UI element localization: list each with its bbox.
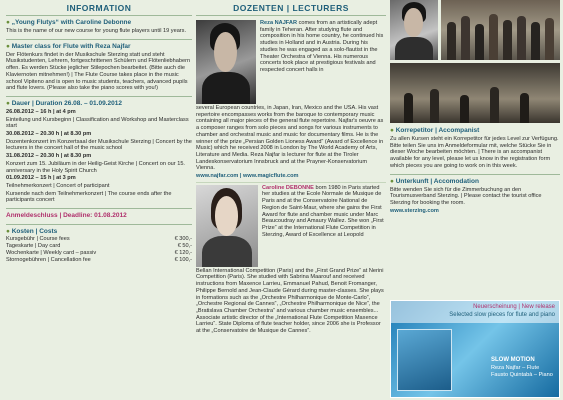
cost-row: [6, 250, 192, 257]
cd-artist: Fausto Quintabà – Piano: [491, 372, 553, 378]
cd-band: [391, 301, 559, 323]
photo-figure: [520, 93, 529, 123]
accommodation-text: Bitte wenden Sie sich für die Zimmerbuchung an den Tourismusverband Sterzing. | Please contact the tourist office Sterzing for booking the room.: [390, 186, 542, 206]
cd-selection: Selected slow pieces for flute and piano: [449, 312, 555, 318]
cost-row: [6, 243, 192, 250]
photo-figure: [461, 16, 470, 60]
date-3: 31.08.2012 – 20.30 h | at 8.30 pm: [6, 153, 92, 160]
photo-face: [215, 196, 239, 235]
reza-name: Reza NAJFAR: [260, 20, 297, 26]
photo-figure: [531, 22, 540, 60]
master-class-text: Der Flötenkurs findet in der Musikschule Sterzing statt und steht Musikstudenten, Lehrern, fortgeschrittenen Schülern und Flötenliebhabern offen. Es werden Stücke jeglicher Stilepochen bearbeitet. (Bitte auch die Klaviernoten mitnehmen!) | The Flute Course takes place in the music school Vipiteno and is open to music students, teachers, advanced pupils and flute lovers. (Please also take the piano scores with you!): [6, 51, 191, 92]
bullet-icon: ●: [6, 99, 12, 107]
bullet-icon: ●: [390, 177, 396, 185]
divider: [6, 208, 192, 209]
cd-release-banner[interactable]: [390, 300, 560, 398]
photo-row: [390, 0, 560, 60]
date-2-text: Dozentenkonzert im Konzertsaal der Musikschule Sterzing | Concert by the lecturers in the concert hall of the music school: [6, 138, 192, 152]
cost-value: € 100,-: [174, 257, 192, 264]
reza-block: [196, 20, 386, 104]
accommodation-title: Unterkunft | Accomodation: [395, 177, 479, 185]
accompanist-title: Korrepetitor | Accompanist: [395, 127, 480, 134]
reza-photo: [196, 20, 256, 104]
concert-photo: [390, 63, 560, 123]
photo-figure: [503, 20, 512, 60]
cost-value: € 50,-: [177, 243, 192, 250]
cost-label: Wochenkarte | Weekly card – passiv: [6, 250, 97, 257]
photo-figure: [447, 22, 456, 60]
cd-cover-image: [397, 329, 452, 391]
divider: [196, 182, 386, 183]
costs-heading: [6, 228, 192, 236]
divider: [6, 39, 192, 40]
lecturers-title: DOZENTEN | LECTURERS: [196, 0, 386, 16]
photo-figure: [517, 16, 526, 60]
cd-new-release: Neuerscheinung | New release: [473, 304, 555, 310]
divider: [6, 96, 192, 97]
photo-face: [214, 32, 237, 72]
date-1: 26.08.2012 – 16 h | at 4 pm: [6, 108, 76, 115]
photo-figure: [430, 89, 439, 123]
caroline-intro-text: born 1980 in Paris started her studies at the Ecole Normale de Musique de Paris and at the Conservatoire National de Region de Saint-Maur, where she gains the First Award for flute and chamber music under Marc Beaucoudray and Amaury Wallez. She won „First Prize“ at the International Flute Competition in Sterzing, Award of Excellence at Leopold: [262, 184, 384, 238]
side-column: [390, 0, 560, 400]
cd-artist: Reza Najfar – Flute: [491, 365, 540, 371]
cost-row: [6, 257, 192, 264]
caroline-block: [196, 185, 386, 267]
reza-intro-text: comes from an artistically adept family in Teheran. After studying flute and composition in his home country, he continued his studies in Holland and in Austria. During his studies he was engaged as a solo-flautist in the Theater Orchestra of Vienna. His numerous concerts took place at prestigious festivals and respected concert halls in: [260, 20, 384, 73]
photo-face: [404, 8, 422, 37]
accompanist-heading: [390, 127, 560, 135]
lecturers-column: [196, 0, 386, 400]
date-1-text: Einteilung und Kursbeginn | Classification and Workshop and Masterclass start: [6, 116, 189, 130]
reza-link-line: [196, 173, 386, 180]
photo-figure: [404, 93, 413, 123]
young-flutys-heading: [6, 19, 192, 27]
caroline-photo: [196, 185, 258, 267]
information-column: [6, 0, 192, 400]
date-4-text-2: Kursende nach dem Teilnehmerkonzert | The course ends after the participants concert: [6, 190, 172, 204]
photo-body: [395, 37, 433, 60]
photo-figure: [490, 87, 499, 123]
tourism-website-link[interactable]: www.sterzing.com: [390, 207, 439, 214]
date-4: 01.09.2012 – 15 h | at 3 pm: [6, 175, 76, 182]
young-flutys-title: „Young Flutys“ with Caroline Debonne: [11, 19, 132, 26]
master-class-title: Master class for Flute with Reza Najfar: [11, 42, 131, 50]
reza-intro: [260, 20, 386, 104]
date-4-text: Teilnehmerkonzert | Concert of participant: [6, 182, 110, 189]
reza-bio: several European countries, in Japan, Iran, Mexico and the USA. His vast repertoire encompasses works from the baroque to contemporary music containing all major pieces of the general flute repertoire. Najfar's oeuvre as a composer ranges from solo pieces and songs for various instruments to chamber and orchestral music and music for documentary films. He is the winner of the prize „Persian Golden Lioness Award“ (Award of Excellence in Music) which he received 2008 in London by The World Academy of Arts, Literature and Media. Reza Najfar is lecturer for flute at the Tiroler Landeskonservatorium Innsbruck and at the Prayner-Konservatorium Vienna.: [196, 105, 384, 172]
date-3-text: Konzert zum 15. Jubiläum in der Heilig-Geist Kirche | Concert on our 15. anniversary in the Holy Spirit Church: [6, 160, 185, 174]
group-photo: [441, 0, 560, 60]
deadline: Anmeldeschluss | Deadline: 01.08.2012: [6, 212, 127, 220]
cost-label: Stornogebühren | Cancellation fee: [6, 257, 91, 264]
cost-label: Tageskarte | Day card: [6, 243, 61, 250]
cost-value: € 300,-: [174, 236, 192, 243]
duration-title: Dauer | Duration 26.08. – 01.09.2012: [11, 99, 122, 107]
caroline-intro: [262, 185, 386, 267]
reza-website-link[interactable]: www.najfar.com | www.magicflute.com: [196, 173, 299, 180]
bullet-icon: ●: [6, 19, 12, 26]
accompanist-text: Zu allen Kursen steht ein Korrepetitor für jedes Level zur Verfügung. Bitte teilen Sie uns im Anmeldeformular mit, welche Stücke Sie in dieser Woche bearbeiten möchten. | There is an accompanist available for any level, please let us know in the registration form which pieces you are going to work on in this week.: [390, 136, 559, 169]
photo-figure: [545, 18, 554, 60]
caroline-bio: Bellan International Competition (Paris) and the „First Grand Prize“ at Nerini Competition (Paris). She studied with Sabrina Maarouf and received instructions from Maxence Larrieu, Emmanuel Pahud, Benoit Fromanger, Philippe Bernold and Jean-Claude Gérard during master-classes. She plays in formations such as the „Orchestre Philharmonique de Monte-Carlo“, „Orchestre Regional de Cannes“, „Orchestre Philharmonique de Nice“, the „Bratislava Chamber Orchestra“ and various chamber music ensembles... Associate artistic director of the „International Flute Competition Maxence Larrieu“. State Diploma of flute teacher holder, since 2006 she is Professor at the „Conservatoire de Musique de Cannes“.: [196, 267, 384, 335]
photo-figure: [460, 95, 469, 123]
photo-figure: [489, 14, 498, 60]
bullet-icon: ●: [6, 228, 12, 236]
divider: [6, 224, 192, 225]
master-class-heading: [6, 43, 192, 51]
photo-body: [202, 72, 250, 104]
photo-figure: [475, 24, 484, 60]
bullet-icon: ●: [390, 127, 396, 134]
caroline-name: Caroline DEBONNE: [262, 184, 314, 191]
cost-value: € 120,-: [174, 250, 192, 257]
cost-row: [6, 236, 192, 243]
young-flutys-text: This is the name of our new course for young flute players until 19 years.: [6, 28, 187, 34]
bullet-icon: ●: [6, 42, 12, 50]
cd-artists: [491, 365, 553, 379]
information-title: INFORMATION: [6, 0, 192, 16]
duration-heading: [6, 100, 192, 108]
cost-label: Kursgebühr | Course fees: [6, 236, 70, 243]
accommodation-heading: [390, 178, 560, 186]
flute-player-photo: [390, 0, 438, 60]
divider: [390, 174, 560, 175]
cd-title: SLOW MOTION: [491, 357, 535, 363]
costs-title: Kosten | Costs: [11, 228, 58, 236]
date-2: 30.08.2012 – 20.30 h | at 8.30 pm: [6, 131, 92, 138]
accommodation-link-line: [390, 208, 560, 215]
photo-body: [202, 236, 252, 267]
